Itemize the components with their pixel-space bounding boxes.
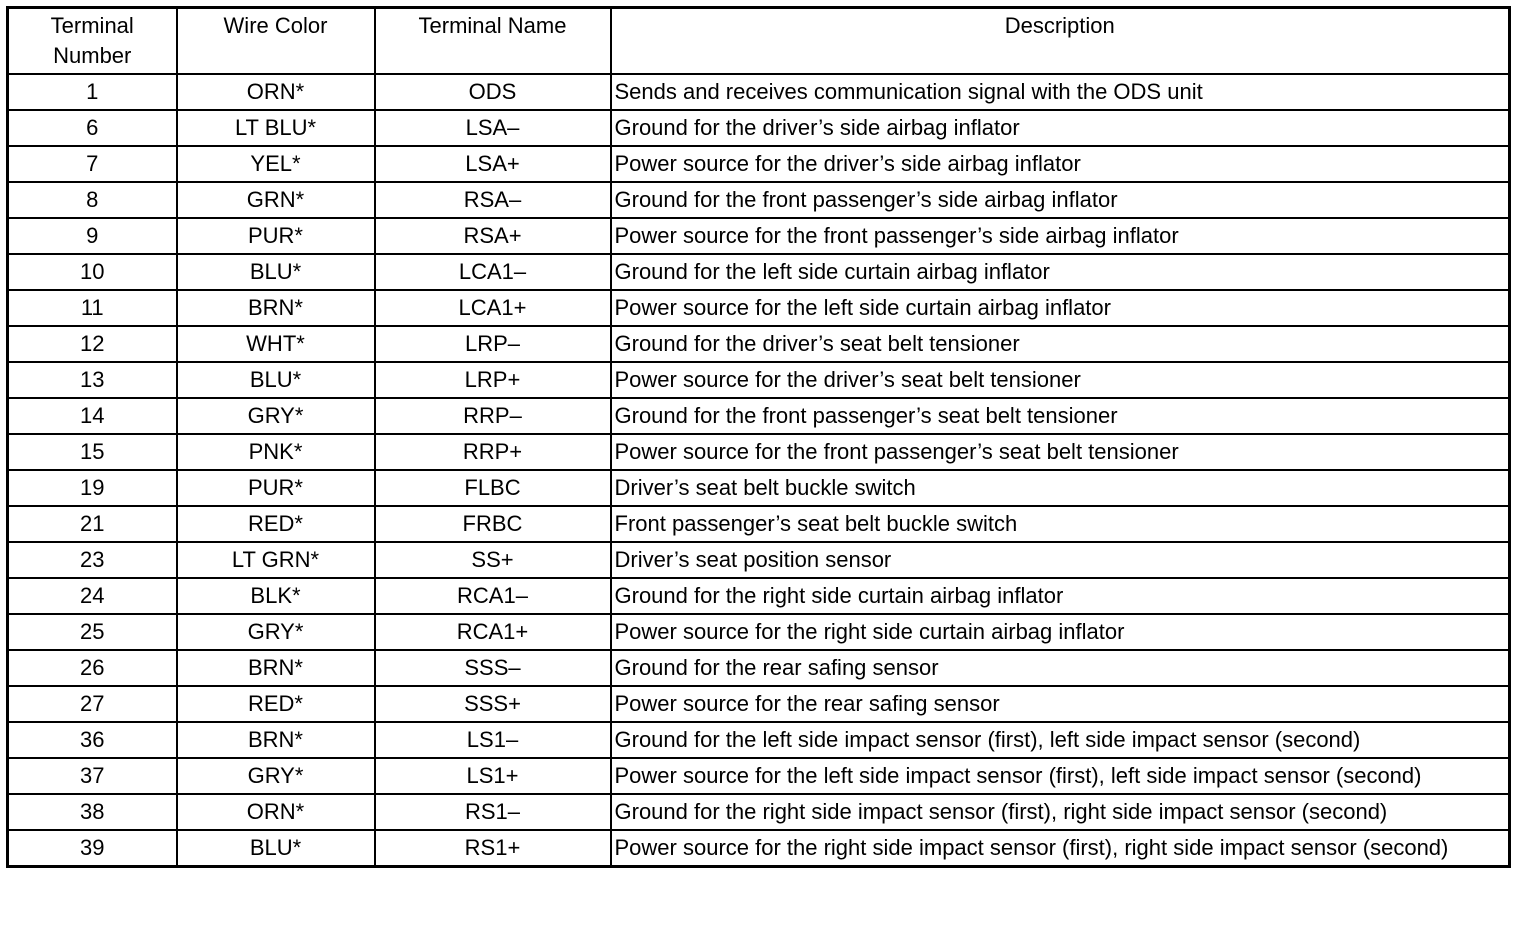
- terminal-number-cell: 14: [8, 398, 177, 434]
- wire-color-cell: BRN*: [177, 722, 375, 758]
- table-row: [8, 218, 1510, 254]
- terminal-number-cell: 7: [8, 146, 177, 182]
- description-cell: Power source for the rear safing sensor: [611, 686, 1510, 722]
- table-row: [8, 650, 1510, 686]
- wire-color-cell: BLK*: [177, 578, 375, 614]
- description-cell: Power source for the right side impact sensor (first), right side impact sensor (second): [611, 830, 1510, 867]
- description-cell: Driver’s seat belt buckle switch: [611, 470, 1510, 506]
- wire-color-cell: GRY*: [177, 614, 375, 650]
- terminal-number-cell: 10: [8, 254, 177, 290]
- description-cell: Power source for the driver’s seat belt tensioner: [611, 362, 1510, 398]
- terminal-name-cell: LSA–: [375, 110, 611, 146]
- header-terminal-number: Terminal Number: [8, 8, 177, 75]
- terminal-number-cell: 11: [8, 290, 177, 326]
- terminal-name-cell: LSA+: [375, 146, 611, 182]
- table-row: [8, 182, 1510, 218]
- description-cell: Power source for the driver’s side airbag inflator: [611, 146, 1510, 182]
- wire-color-cell: BRN*: [177, 650, 375, 686]
- terminal-number-cell: 37: [8, 758, 177, 794]
- description-cell: Ground for the right side curtain airbag inflator: [611, 578, 1510, 614]
- table-row: [8, 254, 1510, 290]
- table-row: [8, 398, 1510, 434]
- wire-color-cell: ORN*: [177, 74, 375, 110]
- header-terminal-name: Terminal Name: [375, 8, 611, 75]
- terminal-name-cell: RS1–: [375, 794, 611, 830]
- terminal-name-cell: LS1–: [375, 722, 611, 758]
- description-cell: Front passenger’s seat belt buckle switch: [611, 506, 1510, 542]
- wire-color-cell: WHT*: [177, 326, 375, 362]
- terminal-name-cell: RCA1–: [375, 578, 611, 614]
- terminal-name-cell: LCA1–: [375, 254, 611, 290]
- terminal-name-cell: RSA–: [375, 182, 611, 218]
- description-cell: Power source for the front passenger’s seat belt tensioner: [611, 434, 1510, 470]
- wire-color-cell: LT GRN*: [177, 542, 375, 578]
- terminal-name-cell: RCA1+: [375, 614, 611, 650]
- terminal-number-cell: 36: [8, 722, 177, 758]
- terminal-name-cell: RS1+: [375, 830, 611, 867]
- description-cell: Ground for the driver’s seat belt tensioner: [611, 326, 1510, 362]
- description-cell: Ground for the left side impact sensor (first), left side impact sensor (second): [611, 722, 1510, 758]
- table-header-row: [8, 8, 1510, 75]
- terminal-name-cell: RRP–: [375, 398, 611, 434]
- terminal-number-cell: 12: [8, 326, 177, 362]
- terminal-name-cell: LCA1+: [375, 290, 611, 326]
- terminal-number-cell: 38: [8, 794, 177, 830]
- terminal-number-cell: 21: [8, 506, 177, 542]
- description-cell: Ground for the driver’s side airbag inflator: [611, 110, 1510, 146]
- wire-color-cell: GRN*: [177, 182, 375, 218]
- table-row: [8, 578, 1510, 614]
- table-row: [8, 74, 1510, 110]
- terminal-name-cell: FLBC: [375, 470, 611, 506]
- table-row: [8, 506, 1510, 542]
- terminal-number-cell: 39: [8, 830, 177, 867]
- terminal-number-cell: 26: [8, 650, 177, 686]
- description-cell: Power source for the front passenger’s side airbag inflator: [611, 218, 1510, 254]
- wire-color-cell: YEL*: [177, 146, 375, 182]
- terminal-number-cell: 13: [8, 362, 177, 398]
- wire-color-cell: PNK*: [177, 434, 375, 470]
- table-body: [8, 74, 1510, 867]
- header-wire-color: Wire Color: [177, 8, 375, 75]
- terminal-name-cell: LS1+: [375, 758, 611, 794]
- wire-color-cell: ORN*: [177, 794, 375, 830]
- terminal-name-cell: RRP+: [375, 434, 611, 470]
- terminal-name-cell: LRP+: [375, 362, 611, 398]
- wire-color-cell: BLU*: [177, 830, 375, 867]
- table-row: [8, 110, 1510, 146]
- description-cell: Sends and receives communication signal with the ODS unit: [611, 74, 1510, 110]
- terminal-number-cell: 19: [8, 470, 177, 506]
- description-cell: Driver’s seat position sensor: [611, 542, 1510, 578]
- wire-color-cell: RED*: [177, 686, 375, 722]
- description-cell: Ground for the front passenger’s side airbag inflator: [611, 182, 1510, 218]
- table-row: [8, 686, 1510, 722]
- description-cell: Ground for the rear safing sensor: [611, 650, 1510, 686]
- description-cell: Power source for the left side curtain airbag inflator: [611, 290, 1510, 326]
- terminal-number-cell: 23: [8, 542, 177, 578]
- wire-color-cell: LT BLU*: [177, 110, 375, 146]
- table-row: [8, 470, 1510, 506]
- description-cell: Power source for the right side curtain airbag inflator: [611, 614, 1510, 650]
- terminal-number-cell: 8: [8, 182, 177, 218]
- table-row: [8, 290, 1510, 326]
- header-description: Description: [611, 8, 1510, 75]
- wire-color-cell: RED*: [177, 506, 375, 542]
- wire-color-cell: PUR*: [177, 218, 375, 254]
- terminal-name-cell: ODS: [375, 74, 611, 110]
- terminal-name-cell: SSS–: [375, 650, 611, 686]
- wire-color-cell: GRY*: [177, 398, 375, 434]
- terminal-name-cell: SS+: [375, 542, 611, 578]
- wire-color-cell: GRY*: [177, 758, 375, 794]
- description-cell: Power source for the left side impact sensor (first), left side impact sensor (second): [611, 758, 1510, 794]
- wire-color-cell: BRN*: [177, 290, 375, 326]
- terminal-number-cell: 24: [8, 578, 177, 614]
- table-row: [8, 758, 1510, 794]
- table-row: [8, 614, 1510, 650]
- table-row: [8, 434, 1510, 470]
- terminal-table-container: [6, 6, 1511, 868]
- terminal-name-cell: SSS+: [375, 686, 611, 722]
- table-row: [8, 326, 1510, 362]
- wire-color-cell: BLU*: [177, 254, 375, 290]
- table-row: [8, 362, 1510, 398]
- terminal-name-cell: FRBC: [375, 506, 611, 542]
- terminal-number-cell: 25: [8, 614, 177, 650]
- terminal-name-cell: LRP–: [375, 326, 611, 362]
- terminal-number-cell: 6: [8, 110, 177, 146]
- terminal-number-cell: 1: [8, 74, 177, 110]
- table-row: [8, 794, 1510, 830]
- wire-color-cell: BLU*: [177, 362, 375, 398]
- terminal-number-cell: 15: [8, 434, 177, 470]
- terminal-name-cell: RSA+: [375, 218, 611, 254]
- description-cell: Ground for the right side impact sensor (first), right side impact sensor (second): [611, 794, 1510, 830]
- wire-color-cell: PUR*: [177, 470, 375, 506]
- table-row: [8, 146, 1510, 182]
- terminal-number-cell: 27: [8, 686, 177, 722]
- terminal-table: [6, 6, 1511, 868]
- table-row: [8, 830, 1510, 867]
- terminal-number-cell: 9: [8, 218, 177, 254]
- table-row: [8, 542, 1510, 578]
- description-cell: Ground for the left side curtain airbag inflator: [611, 254, 1510, 290]
- table-row: [8, 722, 1510, 758]
- description-cell: Ground for the front passenger’s seat belt tensioner: [611, 398, 1510, 434]
